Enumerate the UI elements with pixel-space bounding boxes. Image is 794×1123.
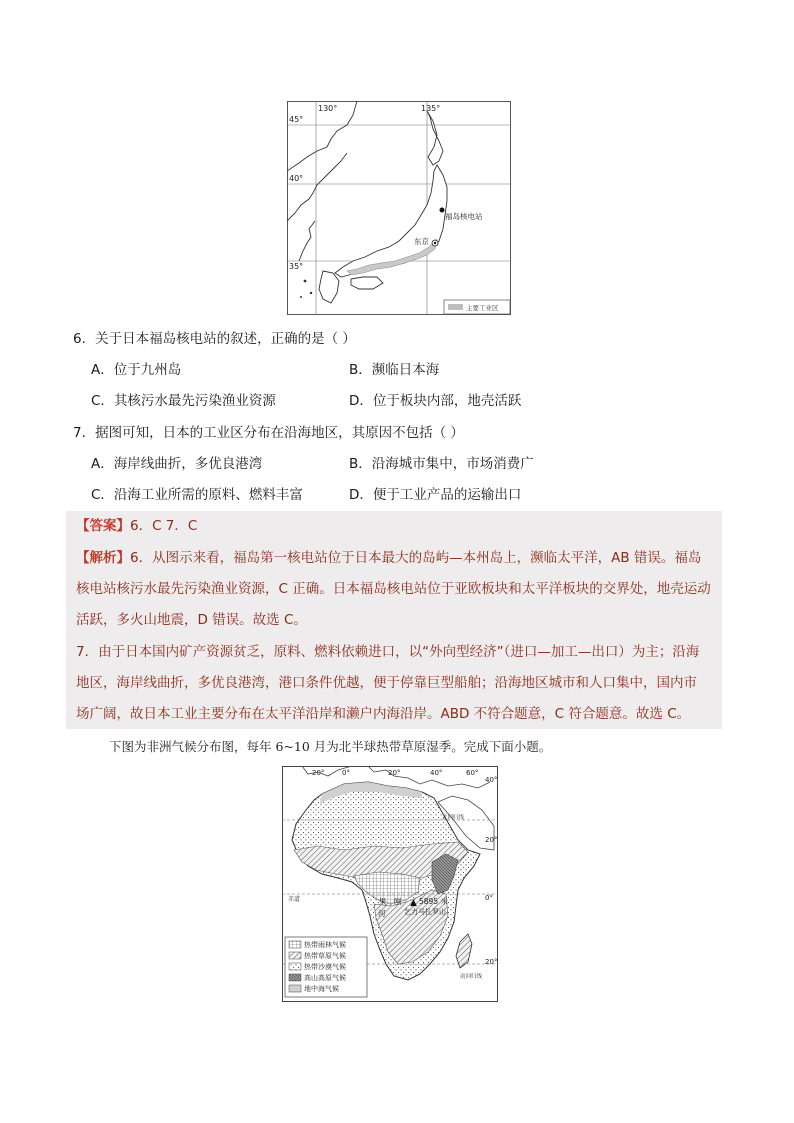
island-dot: [304, 280, 307, 283]
mountain-name: 乞力马扎罗山: [404, 908, 446, 916]
analysis-tag: 【解析】: [76, 550, 130, 566]
analysis-line-5: 地区，海岸线曲折，多优良港湾，港口条件优越，便于停靠巨型船舶；沿海地区城市和人口集中，国内市: [76, 675, 697, 691]
legend-swatch-industrial: [448, 304, 463, 310]
congo-river-label-3: 河: [378, 909, 386, 918]
q7-option-a: A．海岸线曲折，多优良港湾: [91, 456, 263, 472]
analysis-text-1: 6．从图示来看，福岛第一核电站位于日本最大的岛屿—本州岛上，濒临太平洋，AB 错误。福岛: [130, 550, 702, 566]
island-dot: [310, 292, 312, 294]
lon-label-e40: 40°: [430, 769, 443, 777]
lon-label-w20: 20°: [312, 769, 325, 777]
q7-stem: 7．据图可知，日本的工业区分布在沿海地区，其原因不包括（ ）: [73, 425, 464, 441]
lon-label-130: 130°: [318, 104, 338, 113]
q6-option-d: D．位于板块内部，地壳活跃: [349, 393, 522, 409]
analysis-line-4: 7．由于日本国内矿产资源贫乏，原料、燃料依赖进口，以“外向型经济”（进口—加工—出口）为主；沿海: [76, 644, 700, 660]
japan-map: [287, 101, 511, 315]
q6-option-a: A．位于九州岛: [91, 362, 182, 378]
congo-river-label-1: 刚: [394, 897, 402, 906]
lat-label-45: 45°: [289, 115, 304, 124]
lat-label-0: 0°: [485, 894, 493, 902]
mountain-marker: ▲: [410, 898, 417, 908]
tropic-south-label: 南回归线: [460, 974, 483, 980]
lat-label-s20: 20°: [485, 958, 498, 966]
analysis-line-3: 活跃，多火山地震，D 错误。故选 C。: [76, 612, 307, 628]
legend-swatch-rainforest: [289, 941, 301, 948]
analysis-line-6: 场广阔，故日本工业主要分布在太平洋沿岸和濑户内海沿岸。ABD 不符合题意，C 符合题意。故选 C。: [76, 706, 691, 722]
answer-tag: 【答案】: [76, 518, 130, 534]
legend-label-highland: 高山高原气候: [304, 974, 346, 982]
legend-label-industrial: 主要工业区: [466, 304, 499, 312]
fukushima-marker: [440, 208, 445, 213]
analysis-line-2: 核电站核污水最先污染渔业资源，C 正确。日本福岛核电站位于亚欧板块和太平洋板块的交界处，地壳运动: [76, 581, 711, 597]
lat-label-n40: 40°: [485, 776, 498, 784]
answer-text: 6．C 7．C: [130, 518, 198, 534]
lon-label-135: 135°: [421, 104, 441, 113]
lon-label-e60: 60°: [466, 769, 479, 777]
q7-option-b: B．沿海城市集中，市场消费广: [349, 456, 534, 472]
fukushima-label: 福岛核电站: [445, 212, 483, 221]
q6-option-b: B．濒临日本海: [349, 362, 440, 378]
q7-option-c: C．沿海工业所需的原料、燃料丰富: [91, 487, 303, 503]
lon-label-e20: 20°: [388, 769, 401, 777]
legend-swatch-savanna: [289, 952, 301, 959]
legend-label-mediterranean: 地中海气候: [304, 985, 339, 993]
legend-label-rainforest: 热带雨林气候: [304, 941, 346, 949]
equator-label: 赤道: [288, 896, 301, 903]
tokyo-marker-dot: [434, 242, 436, 244]
lat-label-n20: 20°: [485, 836, 498, 844]
congo-river-label-2: 果: [379, 897, 387, 906]
analysis-line-1: [76, 548, 701, 568]
legend-label-desert: 热带沙漠气候: [304, 963, 346, 971]
tropic-north-label: 北回归线: [442, 815, 465, 821]
lat-label-35: 35°: [289, 262, 304, 271]
q6-stem: 6．关于日本福岛核电站的叙述，正确的是（ ）: [73, 331, 356, 347]
legend-swatch-highland: [289, 974, 301, 981]
q6-option-c: C．其核污水最先污染渔业资源: [91, 393, 276, 409]
africa-intro: 下图为非洲气候分布图，每年 6~10 月为北半球热带草原湿季。完成下面小题。: [109, 739, 552, 754]
mountain-height: 5895 米: [419, 897, 448, 906]
legend-swatch-desert: [289, 963, 301, 970]
q7-option-d: D．便于工业产品的运输出口: [349, 487, 522, 503]
answer-line: [76, 516, 197, 536]
legend-label-savanna: 热带草原气候: [304, 952, 346, 960]
lat-label-40: 40°: [289, 174, 304, 183]
legend-swatch-mediterranean: [289, 985, 301, 992]
lon-label-0: 0°: [342, 769, 350, 777]
island-dot: [300, 296, 302, 298]
tokyo-label: 东京: [414, 237, 429, 246]
africa-map: [282, 766, 498, 1002]
